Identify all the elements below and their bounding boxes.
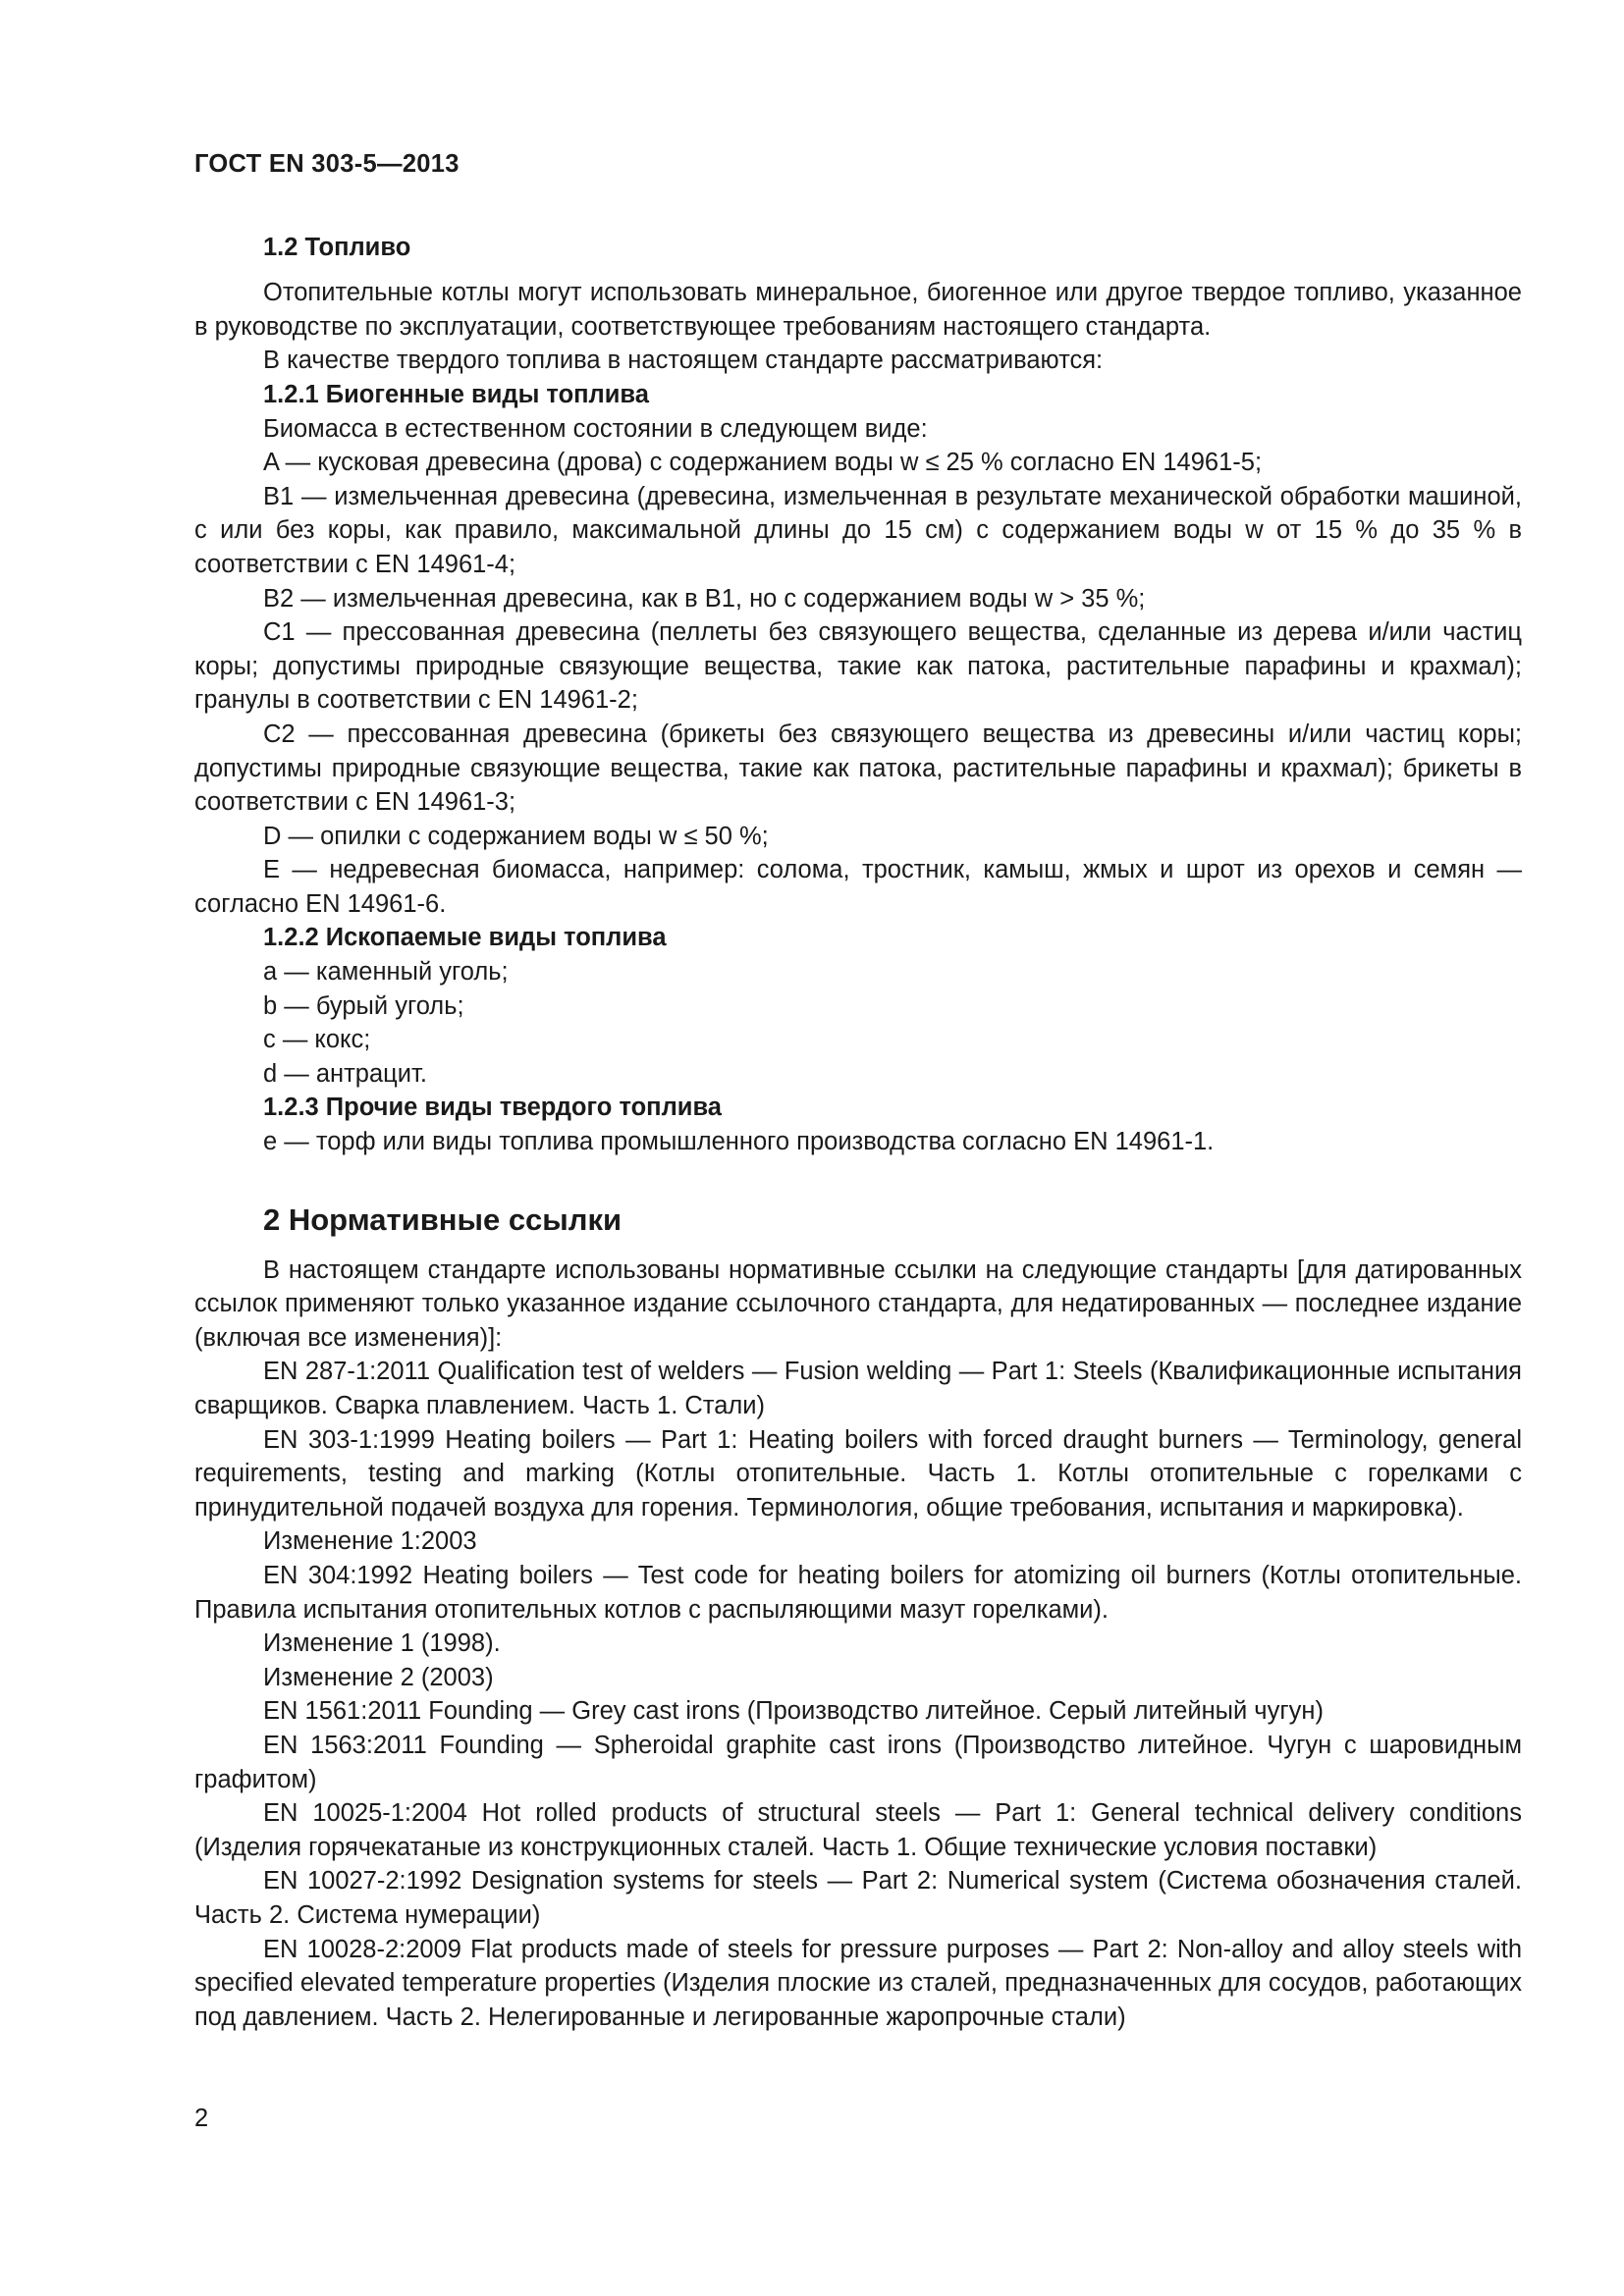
reference-item: EN 10027-2:1992 Designation systems for steels — Part 2: Numerical system (Система обозначения сталей. Часть 2. Система нумерации): [194, 1867, 1522, 1929]
document-header: ГОСТ EN 303-5—2013: [194, 150, 460, 178]
reference-item: Изменение 1 (1998).: [263, 1629, 501, 1658]
list-item: D — опилки с содержанием воды w ≤ 50 %;: [263, 822, 769, 850]
list-item: C2 — прессованная древесина (брикеты без связующего вещества из древесины и/или частиц коры; допустимы природные связующие вещества, такие как патока, растительные парафины и крахмал); брикеты в соответствии с EN 14961-3;: [194, 720, 1522, 817]
list-item: B1 — измельченная древесина (древесина, измельченная в результате механической обработки машиной, с или без коры, как правило, максимальной длины до 15 см) с содержанием воды w от 15 % до 35 % в соответствии с EN 14961-4;: [194, 482, 1522, 578]
reference-item: EN 1563:2011 Founding — Spheroidal graphite cast irons (Производство литейное. Чугун с шаровидным графитом): [194, 1731, 1522, 1793]
paragraph: Отопительные котлы могут использовать минеральное, биогенное или другое твердое топливо, указанное в руководстве по эксплуатации, соответствующее требованиям настоящего стандарта.: [194, 279, 1522, 341]
list-item: d — антрацит.: [263, 1059, 427, 1088]
section-2-title: 2 Нормативные ссылки: [263, 1201, 623, 1237]
reference-item: Изменение 1:2003: [263, 1527, 477, 1556]
list-item: c — кокс;: [263, 1026, 371, 1054]
reference-item: Изменение 2 (2003): [263, 1663, 494, 1691]
list-item: A — кусковая древесина (дрова) с содержанием воды w ≤ 25 % согласно EN 14961-5;: [263, 449, 1263, 477]
list-item: b — бурый уголь;: [263, 991, 464, 1020]
reference-item: EN 287-1:2011 Qualification test of welders — Fusion welding — Part 1: Steels (Квалификационные испытания сварщиков. Сварка плавлением. Часть 1. Стали): [194, 1358, 1522, 1419]
section-1-2-1-title: 1.2.1 Биогенные виды топлива: [263, 380, 649, 408]
reference-item: EN 304:1992 Heating boilers — Test code for heating boilers for atomizing oil burners (Котлы отопительные. Правила испытания отопительных котлов с распыляющими мазут горелками).: [194, 1561, 1522, 1624]
paragraph: Биомасса в естественном состоянии в следующем виде:: [263, 414, 928, 443]
paragraph: В настоящем стандарте использованы нормативные ссылки на следующие стандарты [для датированных ссылок применяют только указанное издание ссылочного стандарта, для недатированных — последнее издание (включая все изменения)]:: [194, 1255, 1522, 1352]
list-item: B2 — измельченная древесина, как в B1, но с содержанием воды w > 35 %;: [263, 584, 1146, 613]
reference-item: EN 303-1:1999 Heating boilers — Part 1: Heating boilers with forced draught burners — Terminology, general requirements, testing and marking (Котлы отопительные. Часть 1. Котлы отопительные с горелками с принудительной подачей воздуха для горения. Терминология, общие требования, испытания и маркировка).: [194, 1425, 1522, 1522]
section-1-2-title: 1.2 Топливо: [263, 233, 411, 261]
list-item: E — недревесная биомасса, например: солома, тростник, камыш, жмых и шрот из орехов и семян — согласно EN 14961-6.: [194, 856, 1522, 918]
document-page: [194, 147, 1522, 2034]
reference-item: EN 1561:2011 Founding — Grey cast irons (Производство литейное. Серый литейный чугун): [263, 1697, 1324, 1726]
reference-item: EN 10028-2:2009 Flat products made of steels for pressure purposes — Part 2: Non-alloy and alloy steels with specified elevated temperature properties (Изделия плоские из сталей, предназначенных для сосудов, работающих под давлением. Часть 2. Нелегированные и легированные жаропрочные стали): [194, 1935, 1522, 2031]
list-item: e — торф или виды топлива промышленного производства согласно EN 14961-1.: [263, 1128, 1215, 1156]
section-1-2-2-title: 1.2.2 Ископаемые виды топлива: [263, 924, 667, 952]
list-item: C1 — прессованная древесина (пеллеты без связующего вещества, сделанные из дерева и/или частиц коры; допустимы природные связующие вещества, такие как патока, растительные парафины и крахмал); гранулы в соответствии с EN 14961-2;: [194, 618, 1522, 715]
section-1-2-3-title: 1.2.3 Прочие виды твердого топлива: [263, 1094, 722, 1122]
paragraph: В качестве твердого топлива в настоящем стандарте рассматриваются:: [263, 347, 1104, 375]
page-number: 2: [194, 2105, 209, 2132]
list-item: a — каменный уголь;: [263, 958, 509, 987]
reference-item: EN 10025-1:2004 Hot rolled products of structural steels — Part 1: General technical delivery conditions (Изделия горячекатаные из конструкционных сталей. Часть 1. Общие технические условия поставки): [194, 1799, 1522, 1861]
